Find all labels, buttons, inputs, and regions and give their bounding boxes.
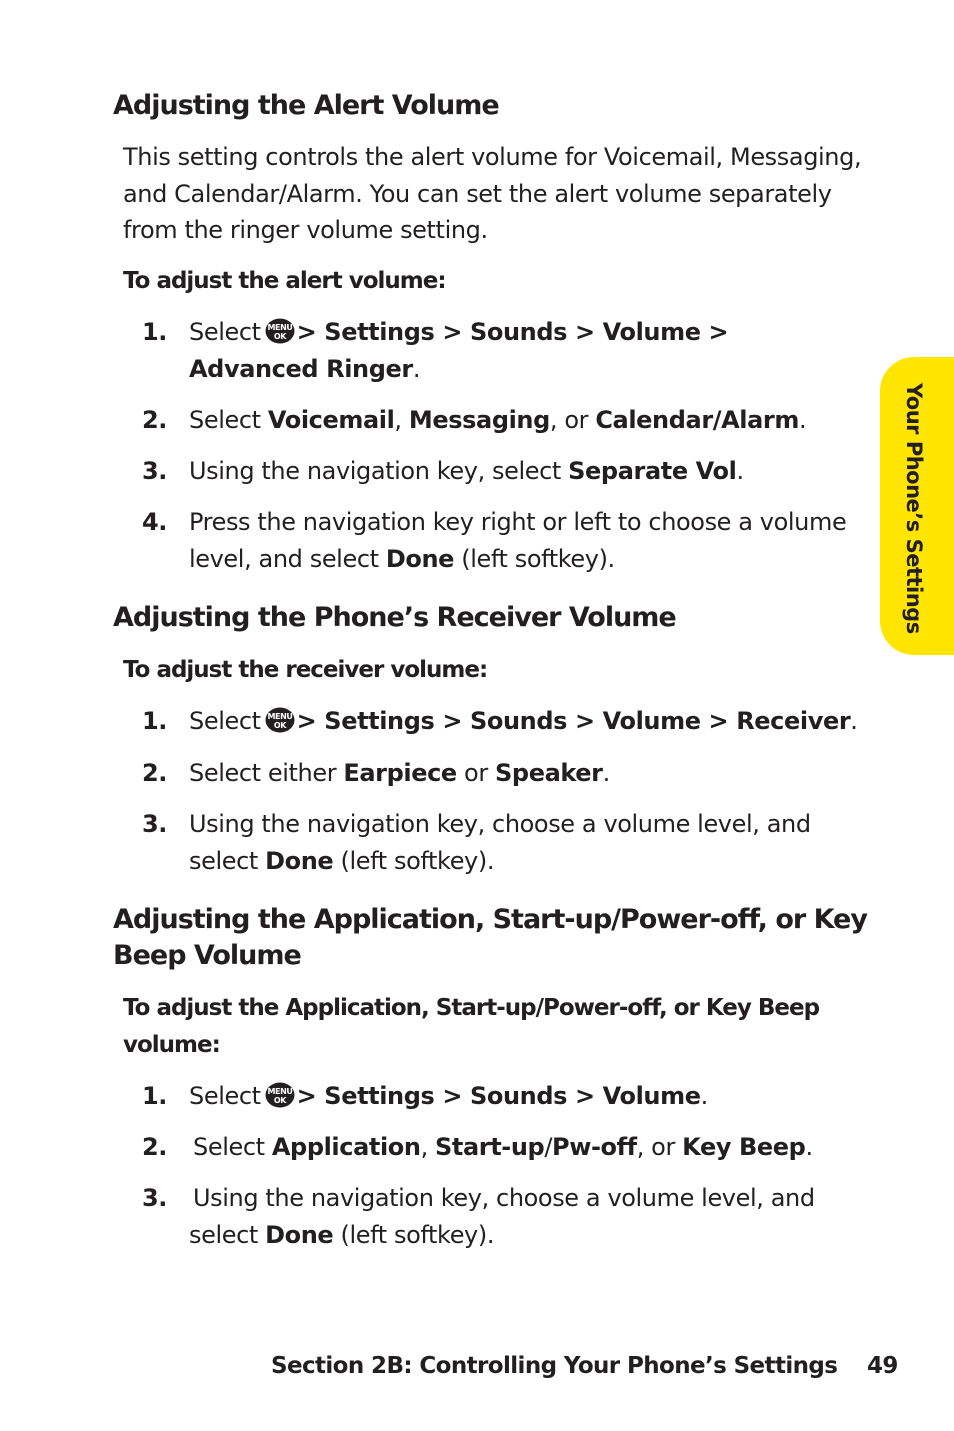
option-voicemail: Voicemail	[267, 406, 395, 434]
option-messaging: Messaging	[408, 406, 550, 434]
option-separate-vol: Separate Vol	[568, 457, 737, 485]
step-text	[189, 314, 862, 387]
punctuation: .	[412, 354, 421, 383]
menu-ok-icon	[265, 1082, 295, 1108]
menu-ok-icon	[265, 318, 295, 344]
step-prefix: Select	[189, 1082, 261, 1110]
step-text	[189, 1180, 862, 1253]
section-heading-key-beep-volume: Adjusting the Application, Start-up/Power-off, or Key Beep Volume	[113, 904, 867, 971]
svg-text:OK: OK	[273, 1096, 286, 1105]
svg-text:MENU: MENU	[267, 1087, 293, 1096]
menu-path: > Settings > Sounds > Volume >	[296, 318, 729, 346]
option-pw-off: Pw-off	[552, 1133, 637, 1161]
option-done: Done	[385, 544, 455, 573]
step-prefix: Select	[189, 406, 268, 434]
svg-text:MENU: MENU	[267, 323, 293, 332]
step-number: 1.	[142, 318, 168, 346]
option-done: Done	[265, 1220, 334, 1249]
step-text	[189, 402, 862, 439]
step-text	[189, 755, 862, 792]
step-prefix: Select	[189, 318, 261, 346]
option-done: Done	[265, 846, 334, 875]
procedure-lead: To adjust the alert volume:	[123, 268, 446, 294]
option-key-beep: Key Beep	[682, 1133, 806, 1161]
step-suffix: (left softkey).	[333, 1220, 495, 1249]
svg-text:OK: OK	[273, 332, 286, 341]
punctuation: .	[602, 759, 610, 787]
separator: ,	[394, 406, 409, 434]
menu-path: > Settings > Sounds > Volume > Receiver	[296, 707, 851, 735]
option-application: Application	[271, 1133, 421, 1161]
separator: , or	[549, 406, 596, 434]
step-number: 3.	[142, 457, 168, 485]
step-suffix: (left softkey).	[333, 846, 495, 875]
separator: , or	[636, 1133, 683, 1161]
step-text	[189, 703, 862, 740]
step-number: 2.	[142, 406, 168, 434]
step-number: 3.	[142, 1184, 168, 1212]
procedure-lead: To adjust the receiver volume:	[123, 657, 488, 683]
punctuation: .	[798, 406, 807, 434]
step-number: 1.	[142, 707, 168, 735]
section-intro-text: This setting controls the alert volume for Voicemail, Messaging, and Calendar/Alarm. You can set the alert volume separately from the ringer volume setting.	[123, 143, 862, 244]
step-text	[189, 1078, 862, 1115]
punctuation: .	[850, 707, 858, 735]
menu-path: > Settings > Sounds > Volume	[296, 1082, 701, 1110]
svg-text:MENU: MENU	[267, 712, 293, 721]
option-start-up: Start-up	[435, 1133, 545, 1161]
separator: ,	[420, 1133, 436, 1161]
step-prefix: Press the navigation key right or left to choose a volume level, and select	[189, 508, 847, 573]
punctuation: .	[805, 1133, 813, 1161]
punctuation: .	[700, 1082, 708, 1110]
punctuation: .	[736, 457, 744, 485]
separator: or	[456, 759, 496, 787]
section-heading-alert-volume: Adjusting the Alert Volume	[113, 90, 499, 121]
step-prefix: Using the navigation key, select	[189, 457, 569, 485]
step-number: 2.	[142, 759, 168, 787]
step-number: 4.	[142, 508, 168, 536]
step-prefix: Select either	[189, 759, 344, 787]
section-heading-receiver-volume: Adjusting the Phone’s Receiver Volume	[113, 602, 676, 633]
menu-ok-icon	[265, 707, 295, 733]
side-tab-label: Your Phone’s Settings	[902, 383, 926, 634]
step-text	[189, 453, 862, 490]
step-number: 3.	[142, 810, 168, 838]
step-suffix: (left softkey).	[454, 544, 615, 573]
menu-path-continued: Advanced Ringer	[189, 354, 413, 383]
step-prefix: Select	[189, 707, 261, 735]
step-text	[189, 504, 862, 577]
step-text	[189, 806, 862, 879]
step-number: 1.	[142, 1082, 168, 1110]
separator: /	[544, 1133, 553, 1161]
page-number: 49	[867, 1353, 898, 1379]
option-calendar-alarm: Calendar/Alarm	[595, 406, 799, 434]
option-earpiece: Earpiece	[343, 759, 457, 787]
step-prefix: Select	[193, 1133, 272, 1161]
step-prefix: Using the navigation key, choose a volume level, and select	[189, 1184, 815, 1249]
step-prefix: Using the navigation key, choose a volume level, and select	[189, 810, 811, 875]
footer-section-title: Section 2B: Controlling Your Phone’s Settings	[271, 1353, 838, 1379]
option-speaker: Speaker	[495, 759, 603, 787]
procedure-lead: To adjust the Application, Start-up/Power-off, or Key Beep volume:	[123, 995, 820, 1058]
svg-text:OK: OK	[273, 721, 286, 730]
step-number: 2.	[142, 1133, 168, 1161]
step-text	[193, 1129, 866, 1166]
